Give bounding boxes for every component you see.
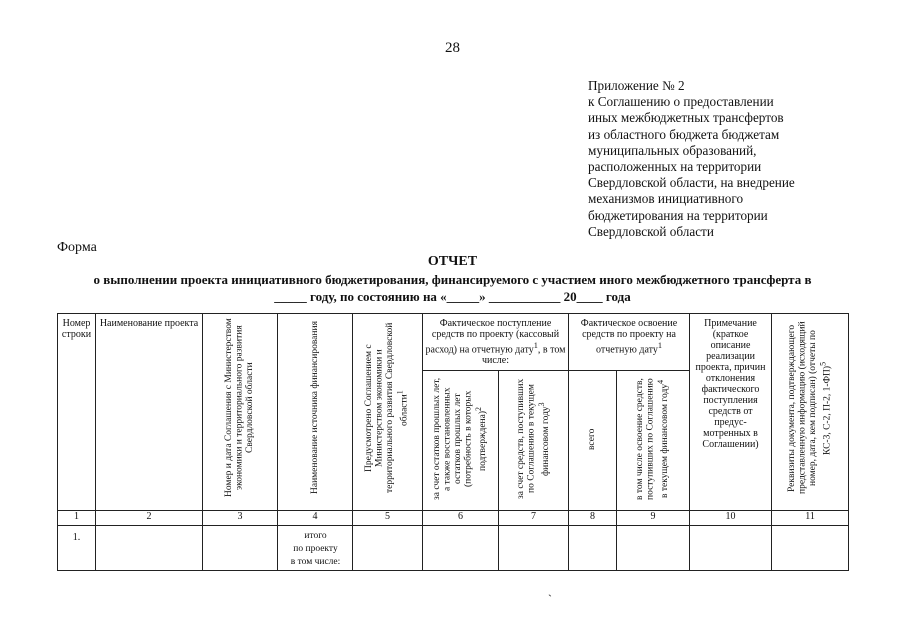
column-number: 5 <box>353 511 423 526</box>
header-funding-source: Наименование источника финансирования <box>278 314 353 511</box>
column-number: 7 <box>499 511 569 526</box>
page-number: 28 <box>445 40 460 56</box>
column-number: 9 <box>617 511 690 526</box>
table-row <box>58 526 849 571</box>
appendix-line: Свердловской области <box>588 223 714 239</box>
form-label: Форма <box>57 240 97 255</box>
appendix-line: из областного бюджета бюджетам <box>588 126 780 142</box>
column-number-row <box>58 511 849 526</box>
appendix-line: к Соглашению о предоставлении <box>588 94 774 110</box>
table-cell <box>96 526 203 571</box>
header-spend-current: в том числе освоение средств, поступивших по Соглашению в текущем финансовом году$^4$ <box>617 371 690 511</box>
column-number: 10 <box>690 511 772 526</box>
report-table <box>57 313 849 571</box>
column-number: 11 <box>772 511 849 526</box>
table-cell <box>690 526 772 571</box>
table-cell <box>499 526 569 571</box>
table-cell-total-label: итого по проекту в том числе: <box>278 526 353 571</box>
appendix-line: Приложение № 2 <box>588 78 685 93</box>
appendix-line: иных межбюджетных трансфертов <box>588 110 784 126</box>
table-cell <box>772 526 849 571</box>
table-cell <box>203 526 278 571</box>
header-requisites: Реквизиты документа, подтверждающего представленную информацию (исходящий номер, дата, кем подписан) (отчеты по КС-3, С-2, П-2, 1-ФП)$^5$ <box>772 314 849 511</box>
header-planned: Предусмотрено Соглашением с Министерством экономики и территориального развития Свердловской области$^1$ <box>353 314 423 511</box>
table-cell <box>569 526 617 571</box>
header-agreement: Номер и дата Соглашения с Министерством экономики и территориального развития Свердловской области <box>203 314 278 511</box>
row-number-cell: 1. <box>58 526 96 571</box>
table-cell <box>353 526 423 571</box>
header-project-name: Наименование проекта <box>96 314 203 511</box>
column-number: 6 <box>423 511 499 526</box>
appendix-line: муниципальных образований, <box>588 142 757 158</box>
column-number: 8 <box>569 511 617 526</box>
header-row-number: Номер строки <box>58 314 96 511</box>
header-actual-receipt: Фактическое поступление средств по проекту (кассовый расход) на отчетную дату$^1$, в том числе: <box>423 314 569 371</box>
table-cell <box>617 526 690 571</box>
appendix-block <box>588 78 888 240</box>
table-cell <box>423 526 499 571</box>
header-actual-spend: Фактическое освоение средств по проекту на отчетную дату$^1$ <box>569 314 690 371</box>
appendix-line: Свердловской области, на внедрение <box>588 175 795 191</box>
column-number: 4 <box>278 511 353 526</box>
report-date-line: _____ году, по состоянию на «_____» ___________ 20____ года <box>274 289 631 304</box>
header-total: всего <box>569 371 617 511</box>
report-title: ОТЧЕТ <box>427 254 478 269</box>
column-number: 2 <box>96 511 203 526</box>
column-number: 3 <box>203 511 278 526</box>
header-note: Примечание (краткое описание реализации проекта, причин отклонения фактического поступления средств от предус-мотренных в Соглашении) <box>690 314 772 511</box>
header-prev-years: за счет остатков прошлых лет, а также восстановленных остатков прошлых лет (потребность в которых подтверждена)$^2$ <box>423 371 499 511</box>
appendix-line: бюджетирования на территории <box>588 207 768 223</box>
footer-mark: ` <box>548 592 552 606</box>
appendix-line: расположенных на территории <box>588 159 762 175</box>
column-number: 1 <box>58 511 96 526</box>
appendix-line: механизмов инициативного <box>588 191 744 207</box>
report-subtitle: о выполнении проекта инициативного бюджетирования, финансируемого с участием иного межбюджетного трансферта в <box>93 272 812 287</box>
header-current-year: за счет средств, поступивших по Соглашению в текущем финансовом году$^3$ <box>499 371 569 511</box>
